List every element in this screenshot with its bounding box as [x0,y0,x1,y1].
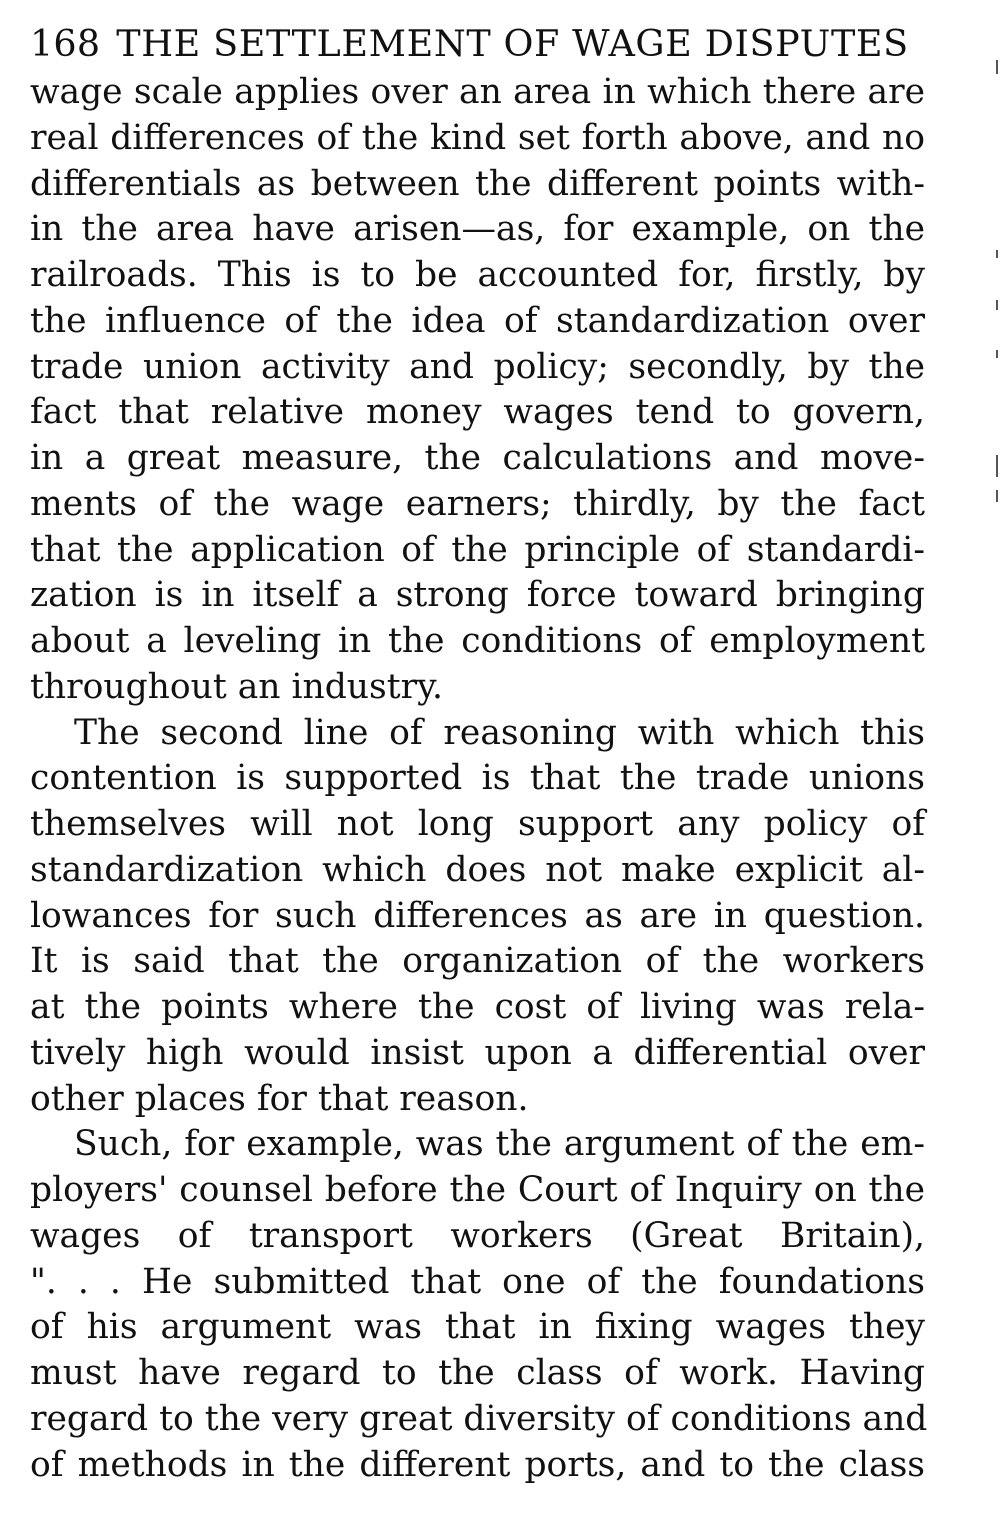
text-line: throughout an industry. [30,666,443,707]
text-line: railroads. This is to be accounted for, firstly, by [30,255,925,295]
text-line: of methods in the different ports, and to the class [30,1444,925,1485]
text-line: The second line of reasoning with which this [74,712,925,753]
text-line: regard to the very great diversity of conditions and [30,1398,928,1439]
running-title: THE SETTLEMENT OF WAGE DISPUTES [116,22,909,65]
text-line: Such, for example, was the argument of the em- [74,1124,925,1165]
text-line: wages of transport workers (Great Britain), [30,1215,925,1256]
text-line: that the application of the principle of standardi- [30,529,925,570]
paragraph-continuation [30,70,925,711]
text-line: in a great measure, the calculations and move- [30,438,925,478]
text-line: differentials as between the different points with- [30,163,925,204]
page-number: 168 [30,22,101,65]
scan-edge-marks [990,60,1000,540]
text-line: must have regard to the class of work. Having [30,1353,925,1393]
paragraph [30,711,925,1123]
text-line: in the area have arisen—as, for example, on the [30,209,925,250]
text-line: fact that relative money wages tend to govern, [30,392,925,433]
book-page [30,18,928,1488]
text-line: ". . . He submitted that one of the foundations [30,1261,925,1302]
text-line: real differences of the kind set forth above, and no [30,117,925,158]
text-line: ployers' counsel before the Court of Inquiry on the [30,1170,925,1210]
text-line: at the points where the cost of living was rela- [30,987,925,1027]
text-line: standardization which does not make explicit al- [30,849,925,890]
text-line: themselves will not long support any policy of [30,804,925,844]
text-line: of his argument was that in fixing wages they [30,1307,925,1348]
text-line: lowances for such differences as are in question. [30,895,925,936]
text-line: It is said that the organization of the workers [30,941,925,982]
text-line: the influence of the idea of standardization over [30,300,925,341]
text-line: about a leveling in the conditions of employment [30,621,925,661]
text-line: other places for that reason. [30,1078,529,1119]
text-line: trade union activity and policy; secondly, by the [30,346,925,387]
paragraph [30,1122,928,1488]
text-line: zation is in itself a strong force toward bringing [30,575,925,616]
text-line: wage scale applies over an area in which there are [30,72,925,112]
running-head [30,18,925,70]
text-line: ments of the wage earners; thirdly, by the fact [30,483,925,524]
text-line: tively high would insist upon a differential over [30,1032,925,1073]
text-line: contention is supported is that the trade unions [30,758,925,799]
